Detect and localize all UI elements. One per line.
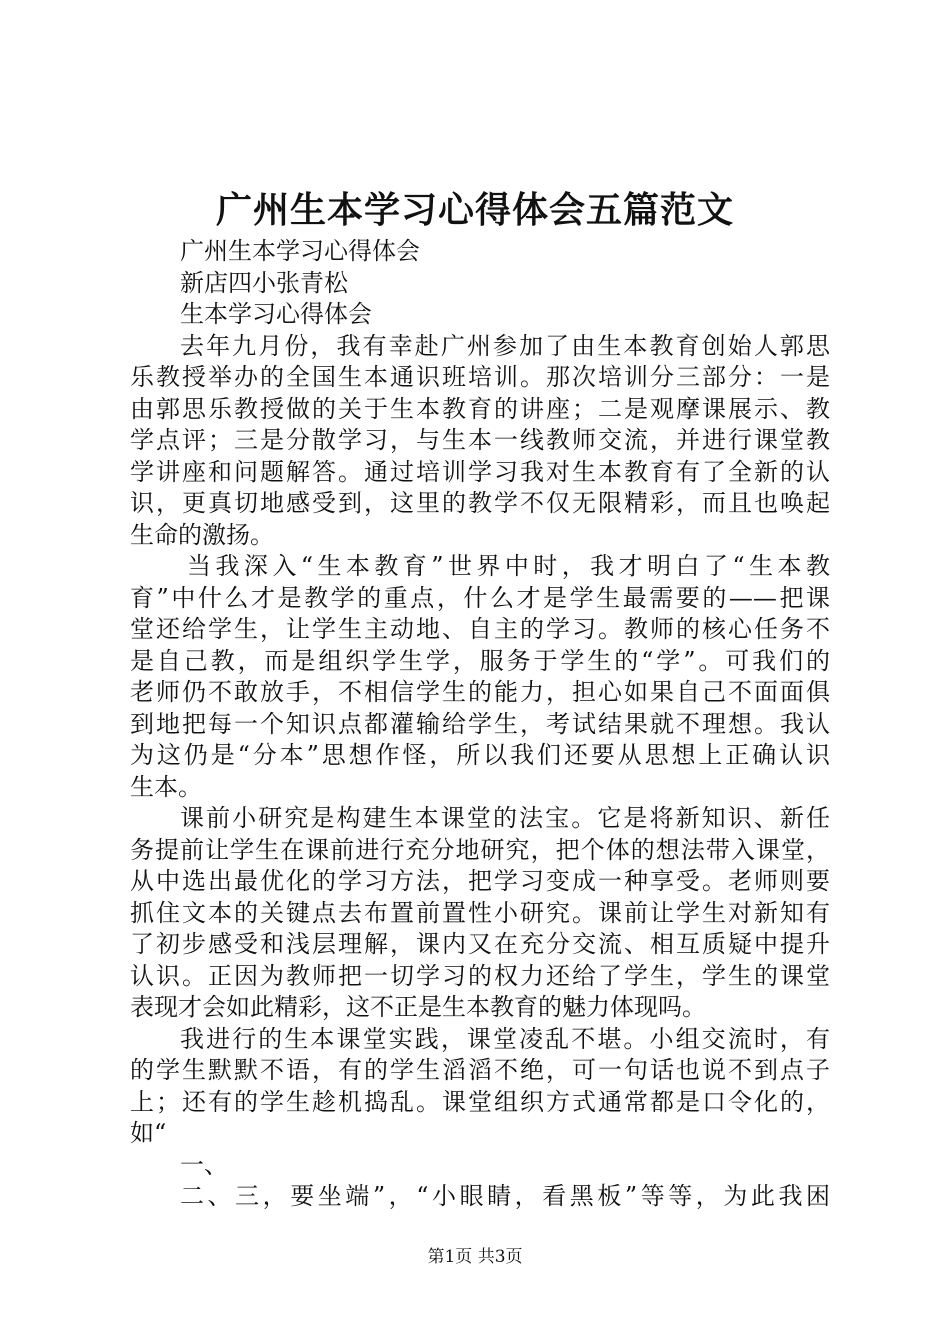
author-line: 新店四小张青松 <box>180 268 348 297</box>
paragraph-line: 生本。 <box>130 772 202 801</box>
paragraph-line: 由郭思乐教授做的关于生本教育的讲座；二是观摩课展示、教 <box>130 394 830 423</box>
heading-line: 广州生本学习心得体会 <box>180 237 420 265</box>
paragraph-line: 识，更真切地感受到，这里的教学不仅无限精彩，而且也唤起 <box>130 489 830 517</box>
page-number-footer: 第1页 共3页 <box>427 1247 523 1267</box>
subheading-line: 生本学习心得体会 <box>180 300 372 328</box>
paragraph-line: 的学生默默不语，有的学生滔滔不绝，可一句话也说不到点子 <box>130 1056 830 1084</box>
paragraph-line: 学点评；三是分散学习，与生本一线教师交流，并进行课堂教 <box>130 426 830 454</box>
paragraph-line: 到地把每一个知识点都灌输给学生，考试结果就不理想。我认 <box>130 709 830 738</box>
paragraph-line: 是自己教，而是组织学生学，服务于学生的“学”。可我们的 <box>130 646 830 675</box>
paragraph-line: 上；还有的学生趁机捣乱。课堂组织方式通常都是口令化的， <box>130 1087 830 1116</box>
paragraph-line: 表现才会如此精彩，这不正是生本教育的魅力体现吗。 <box>130 993 706 1021</box>
paragraph-line: 从中选出最优化的学习方法，把学习变成一种享受。老师则要 <box>130 867 830 895</box>
paragraph-2 <box>130 551 830 803</box>
paragraph-4 <box>130 1024 830 1150</box>
paragraph-line: 生命的激扬。 <box>130 520 274 549</box>
paragraph-line: 抓住文本的关键点去布置前置性小研究。课前让学生对新知有 <box>130 898 830 927</box>
paragraph-line: 当我深入“生本教育”世界中时，我才明白了“生本教 <box>187 552 830 580</box>
document-body <box>130 236 830 1213</box>
paragraph-line: 学讲座和问题解答。通过培训学习我对生本教育有了全新的认 <box>130 457 830 486</box>
document-title: 广州生本学习心得体会五篇范文 <box>215 189 734 231</box>
paragraph-line: 课前小研究是构建生本课堂的法宝。它是将新知识、新任 <box>180 804 830 832</box>
paragraph-line: 为这仍是“分本”思想作怪，所以我们还要从思想上正确认识 <box>130 741 830 769</box>
paragraph-line: 了初步感受和浅层理解，课内又在充分交流、相互质疑中提升 <box>130 930 830 958</box>
paragraph-line: 堂还给学生，让学生主动地、自主的学习。教师的核心任务不 <box>130 615 830 643</box>
paragraph-line: 老师仍不敢放手，不相信学生的能力，担心如果自己不面面俱 <box>130 678 830 706</box>
paragraph-line: 我进行的生本课堂实践，课堂凌乱不堪。小组交流时，有 <box>180 1024 830 1053</box>
paragraph-line: 认识。正因为教师把一切学习的权力还给了学生，学生的课堂 <box>130 961 830 990</box>
paragraph-1 <box>130 331 830 552</box>
paragraph-line: 去年九月份，我有幸赴广州参加了由生本教育创始人郭思 <box>180 331 830 360</box>
list-fragment-line: 一、 <box>180 1150 228 1179</box>
paragraph-line: 乐教授举办的全国生本通识班培训。那次培训分三部分：一是 <box>130 363 830 391</box>
list-fragment-line: 二、三，要坐端”，“小眼睛，看黑板”等等，为此我困 <box>180 1182 830 1210</box>
paragraph-3 <box>130 803 830 1024</box>
paragraph-line: 务提前让学生在课前进行充分地研究，把个体的想法带入课堂， <box>130 835 830 864</box>
paragraph-line: 如“ <box>130 1119 167 1147</box>
paragraph-line: 育”中什么才是教学的重点，什么才是学生最需要的——把课 <box>130 583 830 612</box>
